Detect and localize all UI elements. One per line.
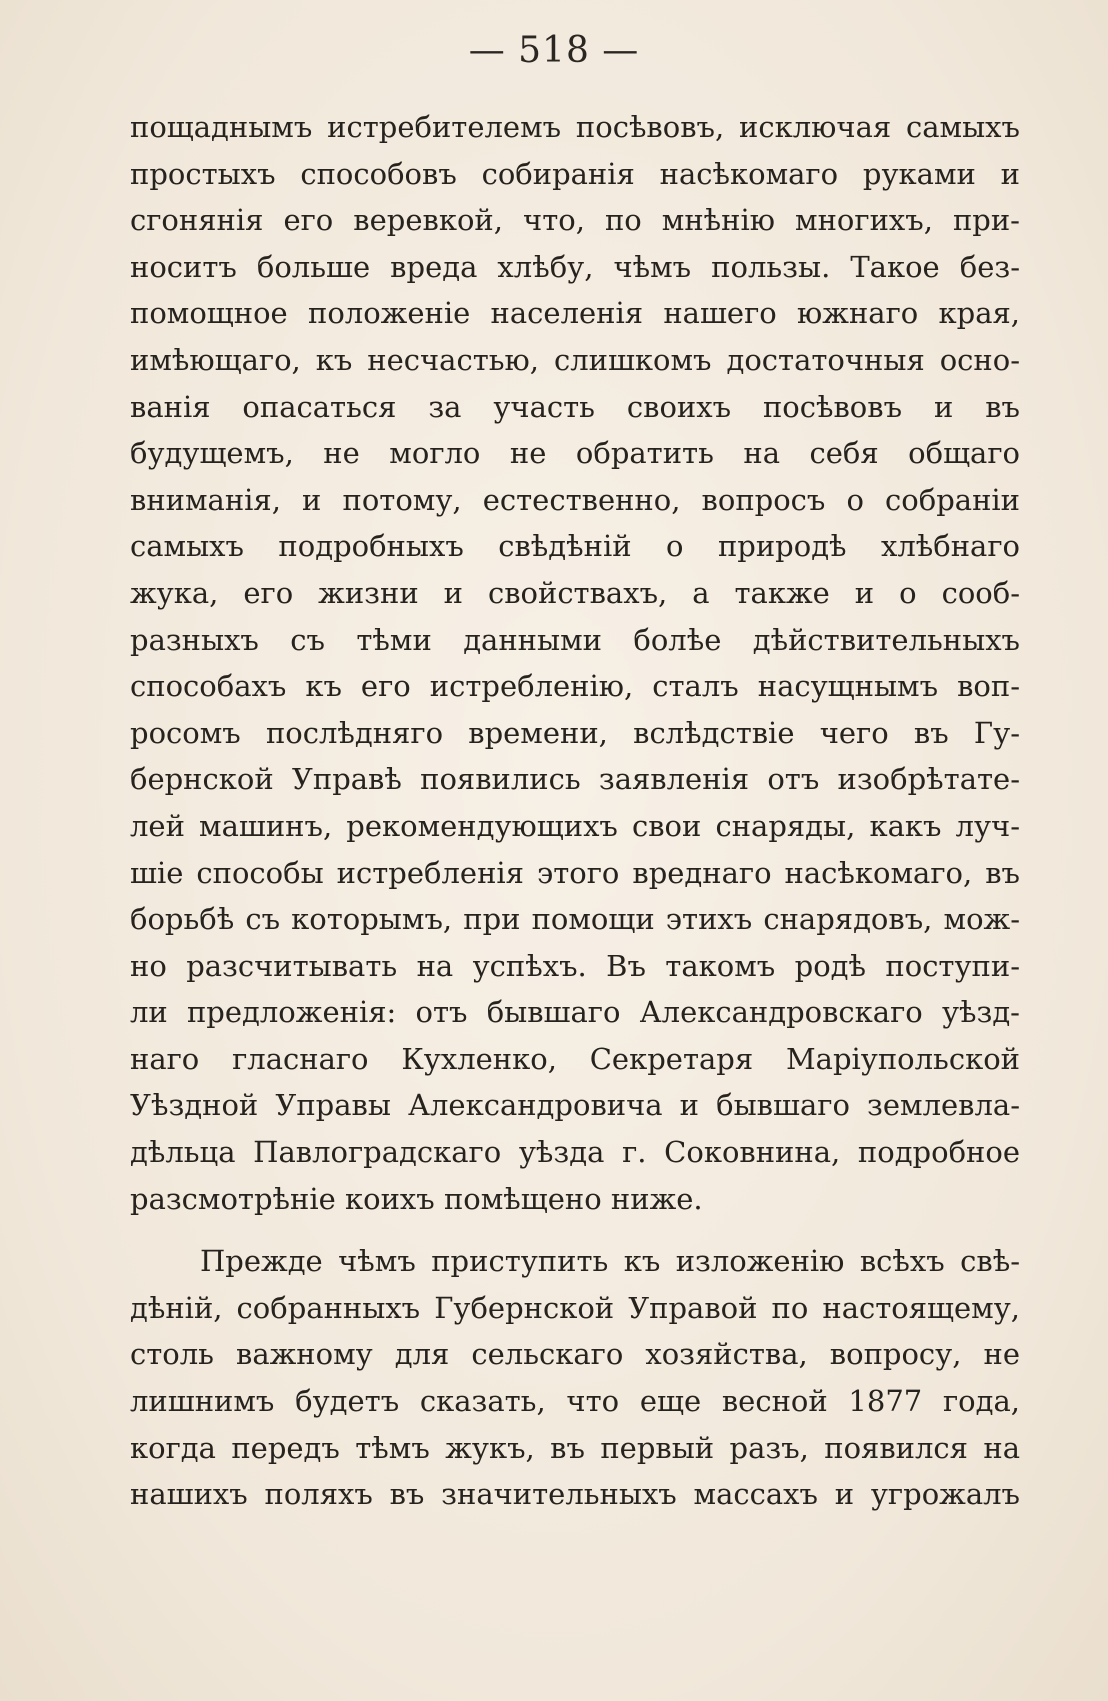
text-line: жука, его жизни и свойствахъ, а также и о сооб- <box>130 575 1020 610</box>
text-line: нашихъ поляхъ въ значительныхъ массахъ и угрожалъ <box>130 1477 1020 1512</box>
text-line: носитъ больше вреда хлѣбу, чѣмъ пользы. Такое без- <box>130 249 1020 284</box>
paragraph-gap <box>130 1222 1020 1238</box>
text-line: столь важному для сельскаго хозяйства, вопросу, не <box>130 1337 1020 1372</box>
paragraph-2 <box>130 1238 1020 1518</box>
text-line: лей машинъ, рекомендующихъ свои снаряды, какъ луч- <box>130 808 1020 843</box>
text-line: когда передъ тѣмъ жукъ, въ первый разъ, появился на <box>130 1430 1020 1465</box>
text-line: пощаднымъ истребителемъ посѣвовъ, исключая самыхъ <box>130 110 1020 144</box>
text-line: Прежде чѣмъ приступить къ изложенію всѣхъ свѣ- <box>200 1244 1020 1279</box>
text-line: сгонянія его веревкой, что, по мнѣнію многихъ, при- <box>130 203 1020 238</box>
text-line: лишнимъ будетъ сказать, что еще весной 1877 года, <box>130 1384 1020 1419</box>
body-text <box>130 104 1020 1518</box>
text-line: самыхъ подробныхъ свѣдѣній о природѣ хлѣбнаго <box>130 529 1020 564</box>
text-line: помощное положеніе населенія нашего южнаго края, <box>130 296 1020 331</box>
text-line: ванія опасаться за участь своихъ посѣвовъ и въ <box>130 389 1020 424</box>
text-line: ли предложенія: отъ бывшаго Александровскаго уѣзд- <box>130 995 1020 1030</box>
text-line: шіе способы истребленія этого вреднаго насѣкомаго, въ <box>130 855 1020 890</box>
text-line: разсмотрѣніе коихъ помѣщено ниже. <box>130 1181 703 1216</box>
text-line: простыхъ способовъ собиранія насѣкомаго руками и <box>130 156 1020 191</box>
text-line: имѣющаго, къ несчастью, слишкомъ достаточныя осно- <box>130 342 1020 377</box>
text-line: будущемъ, не могло не обратить на себя общаго <box>130 436 1020 471</box>
text-line: разныхъ съ тѣми данными болѣе дѣйствительныхъ <box>130 622 1020 657</box>
text-line: дѣній, собранныхъ Губернской Управой по настоящему, <box>130 1290 1020 1325</box>
text-line: дѣльца Павлоградскаго уѣзда г. Соковнина, подробное <box>130 1135 1020 1170</box>
text-line: Уѣздной Управы Александровича и бывшаго землевла- <box>130 1088 1020 1123</box>
text-line: росомъ послѣдняго времени, вслѣдствіе чего въ Гу- <box>130 715 1020 750</box>
text-line: наго гласнаго Кухленко, Секретаря Маріупольской <box>130 1041 1020 1076</box>
text-line: вниманія, и потому, естественно, вопросъ о собраніи <box>130 482 1020 517</box>
text-line: способахъ къ его истребленію, сталъ насущнымъ воп- <box>130 669 1020 704</box>
page-number: — 518 — <box>468 30 640 71</box>
paragraph-1 <box>130 104 1020 1222</box>
text-line: борьбѣ съ которымъ, при помощи этихъ снарядовъ, мож- <box>130 902 1020 937</box>
text-line: но разсчитывать на успѣхъ. Въ такомъ родѣ поступи- <box>130 948 1020 983</box>
text-line: бернской Управѣ появились заявленія отъ изобрѣтате- <box>130 762 1020 797</box>
